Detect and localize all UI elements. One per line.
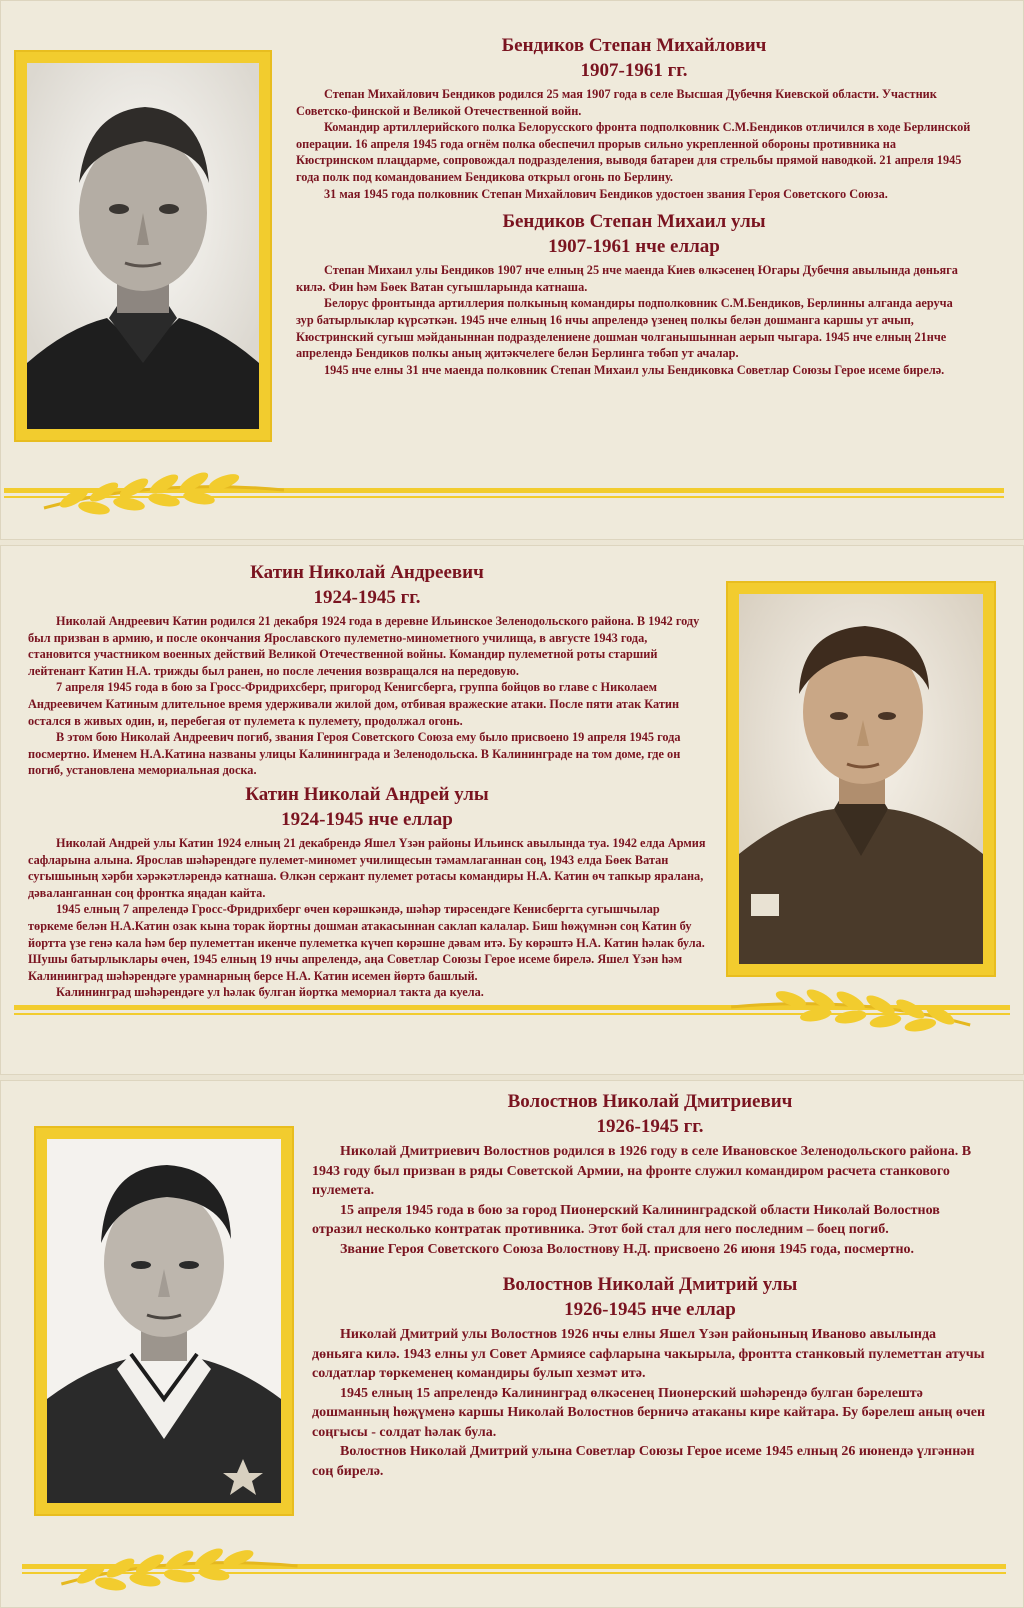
laurel-divider <box>22 1544 1006 1596</box>
bio-block-volostnov <box>312 1090 988 1481</box>
hero-name-tt: Волостнов Николай Дмитрий улы <box>502 1274 798 1295</box>
laurel-divider <box>14 985 1010 1037</box>
bio-paragraph: Николай Андрей улы Катин 1924 елның 21 декабрендә Яшел Үзән районы Ильинск авылында туа. 1942 елда Армия сафларына алына. Ярослав шәһәрендәге пулемет-миномет училищесын тәмамлаганнан соң, 1943 елда Бөек Ватан сугышының хәрби хәрәкәтләрендә катнаша. Өлкән сержант пулемет ротасы командиры Н.А. Катин өч тапкыр яралана, дәваланганнан соң фронтка яңадан кайта. <box>28 835 706 900</box>
bio-paragraph: Командир артиллерийского полка Белорусского фронта подполковник С.М.Бендиков отличился в ходе Берлинской операции. 16 апреля 1945 года огнём полка обеспечил прорыв сильно укрепленной обороны противника на Кюстринском плацдарме, сопровождал подразделения, выводя батареи для стрельбы прямой наводкой. 21 апреля 1945 года полк под командованием Бендикова открыл огонь по Берлину. <box>296 120 971 184</box>
portrait-frame <box>726 581 996 977</box>
bio-paragraph: 31 мая 1945 года полковник Степан Михайлович Бендиков удостоен звания Героя Советского Союза. <box>324 186 888 201</box>
bio-paragraph: 1945 елның 15 апрелендә Калининград өлкәсенең Пионерский шәһәрендә булган бәрелештә дошманның һөҗүменә каршы Николай Волостнов берничә атаканы кире кайтара. Бу бәрелеш аның өчен соңгысы - солдат һәлак була. <box>312 1385 986 1440</box>
hero-name-ru: Катин Николай Андреевич <box>250 562 484 583</box>
bio-block-bendikov <box>296 34 972 378</box>
bio-paragraph: Степан Михайлович Бендиков родился 25 мая 1907 года в селе Высшая Дубечня Киевской области. Участник Советско-финской и Великой Отечественной войн. <box>296 87 937 118</box>
hero-name-tt: Катин Николай Андрей улы <box>245 783 489 805</box>
hero-years-ru: 1924-1945 гг. <box>313 587 421 608</box>
hero-name-ru: Бендиков Степан Михайлович <box>501 35 767 56</box>
bio-paragraph: Белорус фронтында артиллерия полкының командиры подполковник С.М.Бендиков, Берлинны алганда аеруча зур батырлыклар күрсәткән. 1945 нче елның 16 нчы апрелендә үзенең полкы белән дошманга каршы ут ачып, Кюстринский сугыш мәйданыннан подразделениене дошман чолганышыннан аерып чыгара. 1945 нче елның 21нче апрелендә Бендиков полкы аның җитәкчелеге белән Берлинга төбәп ут ачалар. <box>296 296 953 361</box>
bio-paragraph: 7 апреля 1945 года в бою за Гросс-Фридрихсберг, пригород Кенигсберга, группа бойцов во главе с Николаем Андреевичем Катиным длительное время удерживали жилой дом, отбивая вражеские атаки. После пяти атак Катин остался в живых один, и, перебегая от пулемета к пулемету, продолжал огонь. <box>28 680 680 728</box>
bio-paragraph: Волостнов Николай Дмитрий улына Советлар Союзы Герое исеме 1945 елның 26 июнендә үлгәннән соң бирелә. <box>312 1444 975 1479</box>
bio-paragraph: Николай Дмитрий улы Волостнов 1926 нчы елны Яшел Үзән районының Иваново авылында дөньяга килә. 1943 елны ул Совет Армиясе сафларына чакырыла, фронтта станковый пулеметтан атучы солдатлар төркеменең командиры булып хезмәт итә. <box>312 1327 985 1381</box>
hero-panel-bendikov <box>0 0 1024 540</box>
portrait-bendikov <box>27 63 259 429</box>
hero-panel-katin <box>0 545 1024 1075</box>
laurel-divider <box>4 468 1004 520</box>
portrait-frame <box>34 1126 294 1516</box>
portrait-frame <box>14 50 272 442</box>
bio-paragraph: 15 апреля 1945 года в бою за город Пионерский Калининградской области Николай Волостнов отразил несколько контратак противника. Этот бой стал для него последним – боец погиб. <box>312 1202 940 1237</box>
hero-name-ru: Волостнов Николай Дмитриевич <box>507 1091 793 1112</box>
hero-name-tt: Бендиков Степан Михаил улы <box>502 211 766 233</box>
bio-paragraph: 1945 нче елны 31 нче маенда полковник Степан Михаил улы Бендиковка Советлар Союзы Герое исеме бирелә. <box>324 362 945 377</box>
hero-years-ru: 1907-1961 гг. <box>580 60 688 81</box>
portrait-volostnov <box>47 1139 281 1503</box>
bio-block-katin <box>28 561 706 1001</box>
hero-years-ru: 1926-1945 гг. <box>596 1116 704 1137</box>
bio-paragraph: Калининград шәһәрендәге ул һәлак булган йортка мемориал такта да куела. <box>56 985 484 1000</box>
bio-paragraph: 1945 елның 7 апрелендә Гросс-Фридрихберг өчен көрәшкәндә, шәһәр тирәсендәге Кенисбергта сугышчылар төркеме белән Н.А.Катин озак кына торак йортны дошман атакасыннан саклап калалар. Биш һөҗүмнән соң Катин бу йортта үзе генә кала һәм бер пулеметтан икенче пулеметка күчеп көрәшне дәвам итә. Бу көрәштә Н.А. Катин һәлак була. Шушы батырлыклары өчен, 1945 елның 19 нчы апрелендә, аңа Советлар Союзы Герое исеме бирелә. Яшел Үзән һәм Калининград шәһәрендәге урамнарның берсе Н.А. Катин исемен йөртә башлый. <box>28 902 705 983</box>
portrait-katin <box>739 594 983 964</box>
bio-paragraph: В этом бою Николай Андреевич погиб, звания Героя Советского Союза ему было присвоено 19 апреля 1945 года посмертно. Именем Н.А.Катина названы улицы Калининграда и Зеленодольска. В Калининграде на том доме, где он погиб, установлена мемориальная доска. <box>28 730 681 778</box>
hero-years-tt: 1926-1945 нче еллар <box>564 1299 736 1320</box>
bio-paragraph: Степан Михаил улы Бендиков 1907 нче елның 25 нче маенда Киев өлкәсенең Югары Дубечня авылында дөньяга килә. Фин һәм Бөек Ватан сугышларында катнаша. <box>296 263 958 294</box>
bio-paragraph: Звание Героя Советского Союза Волостнову Н.Д. присвоено 26 июня 1945 года, посмертно. <box>340 1241 915 1257</box>
bio-paragraph: Николай Дмитриевич Волостнов родился в 1926 году в селе Ивановское Зеленодольского района. В 1943 году был призван в ряды Советской Армии, на фронте служил командиром расчета станкового пулемета. <box>312 1144 972 1198</box>
hero-years-tt: 1924-1945 нче еллар <box>281 808 453 830</box>
bio-paragraph: Николай Андреевич Катин родился 21 декабря 1924 года в деревне Ильинское Зеленодольского района. В 1942 году был призван в армию, и после окончания Ярославского пулеметно-минометного училища, в августе 1943 года, становится участником военных действий Великой Отечественной войны. Командир пулеметной роты старший лейтенант Катин Н.А. трижды был ранен, но после лечения возвращался на передовую. <box>28 614 700 678</box>
hero-panel-volostnov <box>0 1080 1024 1608</box>
hero-years-tt: 1907-1961 нче еллар <box>548 236 720 258</box>
